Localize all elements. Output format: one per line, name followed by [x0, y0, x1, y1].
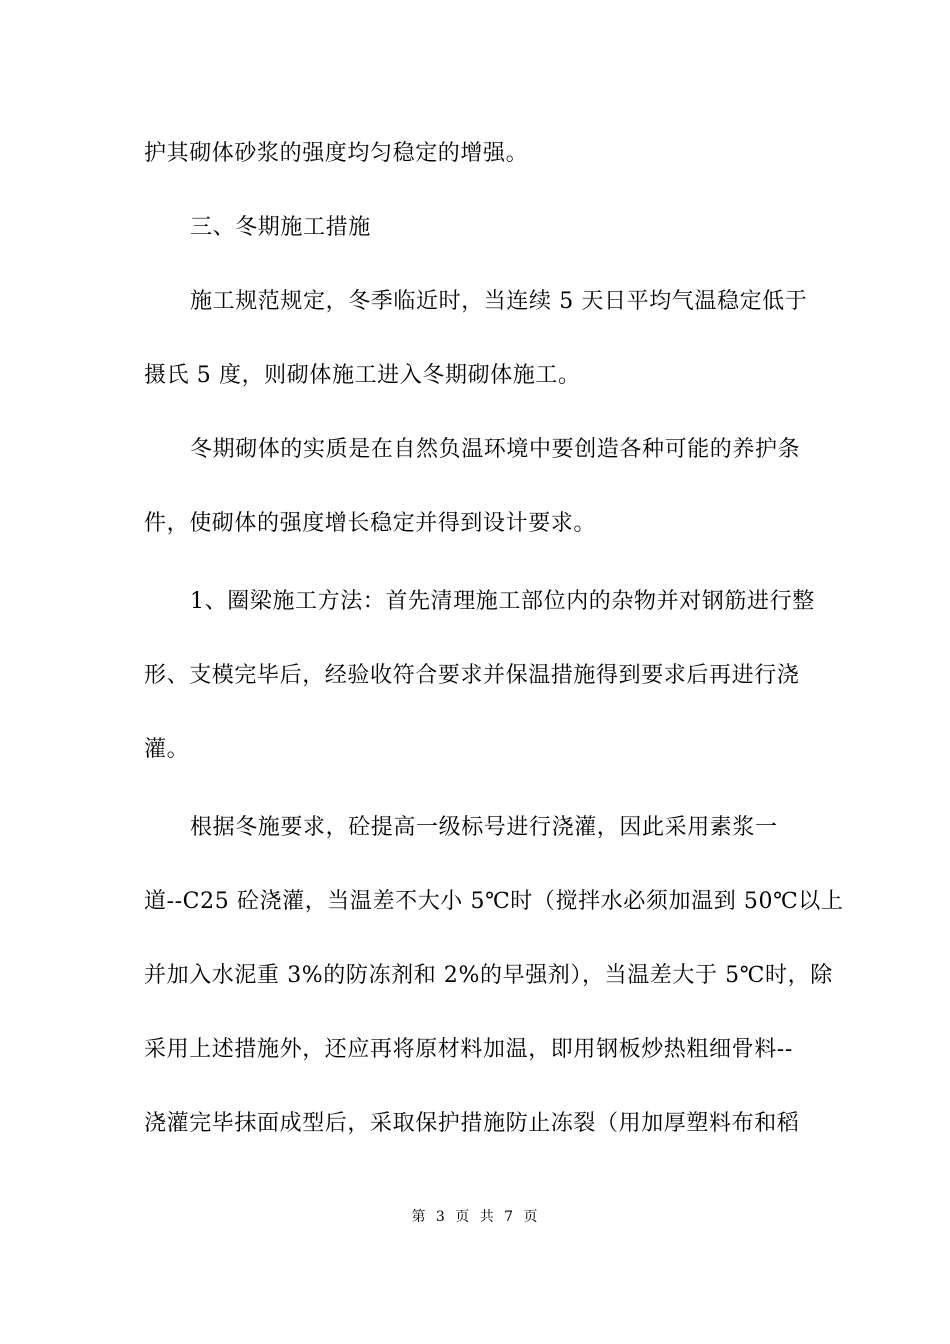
text-line-10: 根据冬施要求，砼提高一级标号进行浇灌，因此采用素浆一 — [190, 815, 778, 840]
footer-current-page: 3 — [435, 1209, 446, 1225]
text-line-8: 形、支模完毕后，经验收符合要求并保温措施得到要求后再进行浇 — [144, 663, 800, 688]
text-line-11: 道--C25 砼浇灌，当温差不大小 5℃时（搅拌水必须加温到 50℃以上 — [144, 889, 844, 914]
footer-mid1: 页 — [455, 1209, 471, 1225]
text-line-5: 冬期砌体的实质是在自然负温环境中要创造各种可能的养护条 — [190, 437, 801, 462]
text-line-13: 采用上述措施外，还应再将原材料加温，即用钢板炒热粗细骨料-- — [144, 1037, 793, 1062]
footer-prefix: 第 — [411, 1209, 427, 1225]
text-line-1: 护其砌体砂浆的强度均匀稳定的增强。 — [144, 141, 529, 166]
text-line-4: 摄氏 5 度，则砌体施工进入冬期砌体施工。 — [144, 363, 581, 388]
section-heading: 三、冬期施工措施 — [190, 215, 371, 240]
page-footer — [0, 1208, 950, 1226]
text-line-14: 浇灌完毕抹面成型后，采取保护措施防止冻裂（用加厚塑料布和稻 — [144, 1111, 800, 1136]
text-line-3: 施工规范规定，冬季临近时，当连续 5 天日平均气温稳定低于 — [190, 289, 808, 314]
text-line-6: 件，使砌体的强度增长稳定并得到设计要求。 — [144, 511, 597, 536]
footer-total-pages: 7 — [504, 1209, 515, 1225]
footer-mid2: 共 — [479, 1209, 495, 1225]
text-line-12: 并加入水泥重 3%的防冻剂和 2%的早强剂），当温差大于 5℃时，除 — [144, 963, 833, 988]
text-line-7: 1、圈梁施工方法：首先清理施工部位内的杂物并对钢筋进行整 — [190, 589, 815, 614]
text-line-9: 灌。 — [144, 737, 190, 762]
footer-suffix: 页 — [523, 1209, 539, 1225]
